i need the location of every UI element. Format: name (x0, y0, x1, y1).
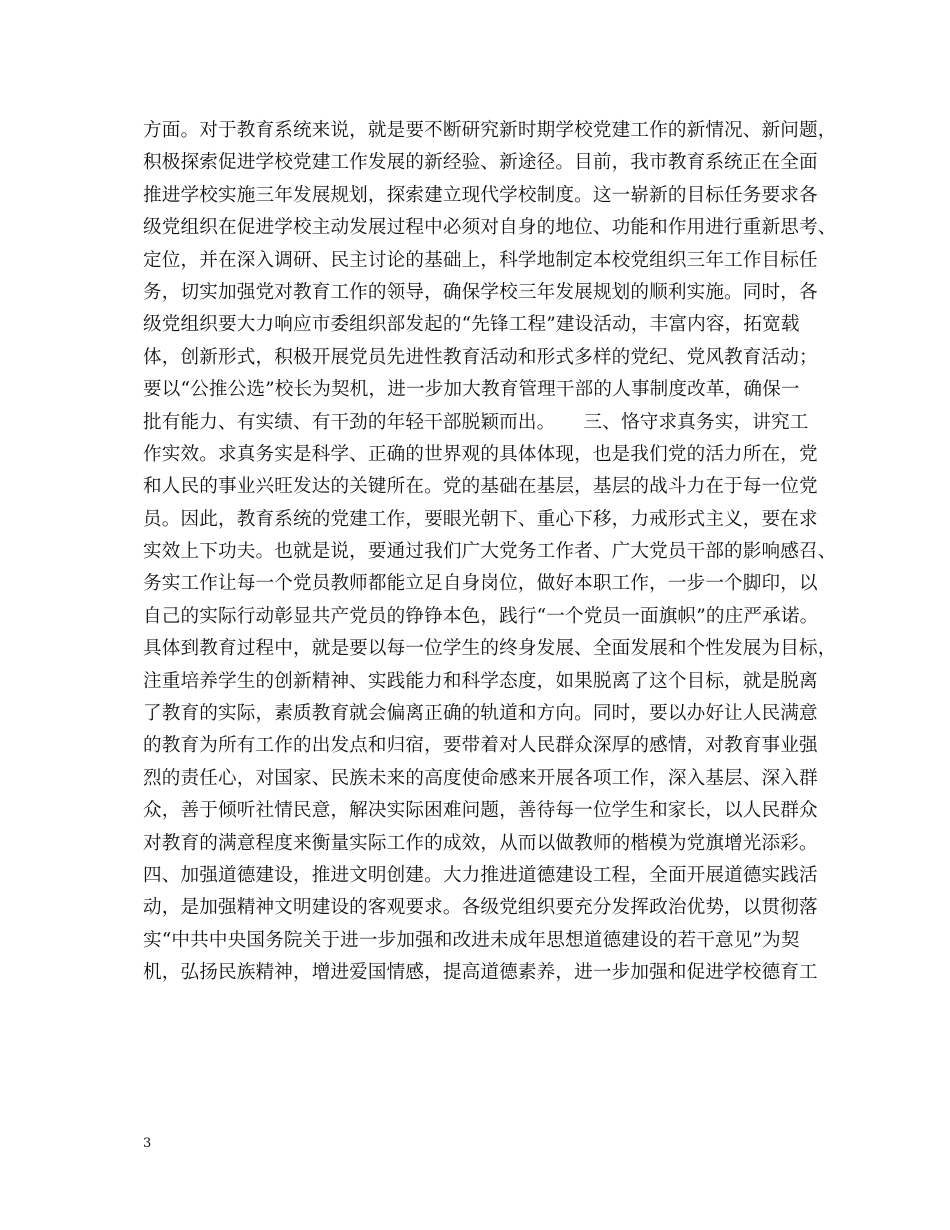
text-line: 烈的责任心，对国家、民族未来的高度使命感来开展各项工作，深入基层、深入群 (143, 767, 818, 789)
text-line: 级党组织要大力响应市委组织部发起的“先锋工程”建设活动，丰富内容，拓宽载 (143, 314, 800, 336)
text-line: 实“中共中央国务院关于进一步加强和改进未成年思想道德建设的若干意见”为契 (143, 929, 800, 951)
text-line: 和人民的事业兴旺发达的关键所在。党的基础在基层，基层的战斗力在于每一位党 (143, 476, 818, 498)
text-line: 务实工作让每一个党员教师都能立足自身岗位，做好本职工作，一步一个脚印，以 (143, 573, 818, 595)
text-line: 积极探索促进学校党建工作发展的新经验、新途径。目前，我市教育系统正在全面 (143, 152, 818, 174)
text-line: 机，弘扬民族精神，增进爱国情感，提高道德素养，进一步加强和促进学校德育工 (143, 962, 818, 984)
text-line: 批有能力、有实绩、有干劲的年轻干部脱颖而出。 三、恪守求真务实，讲究工 (143, 411, 809, 433)
text-line: 众，善于倾听社情民意，解决实际困难问题，善待每一位学生和家长，以人民群众 (143, 800, 818, 822)
text-line: 方面。对于教育系统来说，就是要不断研究新时期学校党建工作的新情况、新问题， (143, 120, 837, 141)
text-line: 推进学校实施三年发展规划，探索建立现代学校制度。这一崭新的目标任务要求各 (143, 184, 818, 206)
text-line: 作实效。求真务实是科学、正确的世界观的具体体现，也是我们党的活力所在，党 (143, 443, 818, 465)
body-text (143, 115, 837, 990)
page-number: 3 (143, 1136, 152, 1151)
text-line: 定位，并在深入调研、民主讨论的基础上，科学地制定本校党组织三年工作目标任 (143, 249, 818, 271)
text-line: 要以“公推公选”校长为契机，进一步加大教育管理干部的人事制度改革，确保一 (143, 379, 800, 401)
text-line: 实效上下功夫。也就是说，要通过我们广大党务工作者、广大党员干部的影响感召、 (143, 541, 837, 563)
text-line: 动，是加强精神文明建设的客观要求。各级党组织要充分发挥政治优势，以贯彻落 (143, 897, 818, 919)
text-line: 具体到教育过程中，就是要以每一位学生的终身发展、全面发展和个性发展为目标， (143, 638, 837, 660)
text-line: 员。因此，教育系统的党建工作，要眼光朝下、重心下移，力戒形式主义，要在求 (143, 508, 818, 530)
text-line: 注重培养学生的创新精神、实践能力和科学态度，如果脱离了这个目标，就是脱离 (143, 670, 818, 692)
text-line: 四、加强道德建设，推进文明创建。大力推进道德建设工程，全面开展道德实践活 (143, 864, 818, 886)
text-line: 务，切实加强党对教育工作的领导，确保学校三年发展规划的顺利实施。同时，各 (143, 281, 818, 303)
text-line: 对教育的满意程度来衡量实际工作的成效，从而以做教师的楷模为党旗增光添彩。 (143, 832, 818, 854)
text-line: 体，创新形式，积极开展党员先进性教育活动和形式多样的党纪、党风教育活动； (143, 346, 818, 368)
text-line: 了教育的实际，素质教育就会偏离正确的轨道和方向。同时，要以办好让人民满意 (143, 703, 818, 725)
text-line: 级党组织在促进学校主动发展过程中必须对自身的地位、功能和作用进行重新思考、 (143, 217, 837, 239)
text-line: 自己的实际行动彰显共产党员的铮铮本色，践行“一个党员一面旗帜”的庄严承诺。 (143, 605, 819, 627)
text-line: 的教育为所有工作的出发点和归宿，要带着对人民群众深厚的感情，对教育事业强 (143, 735, 818, 757)
